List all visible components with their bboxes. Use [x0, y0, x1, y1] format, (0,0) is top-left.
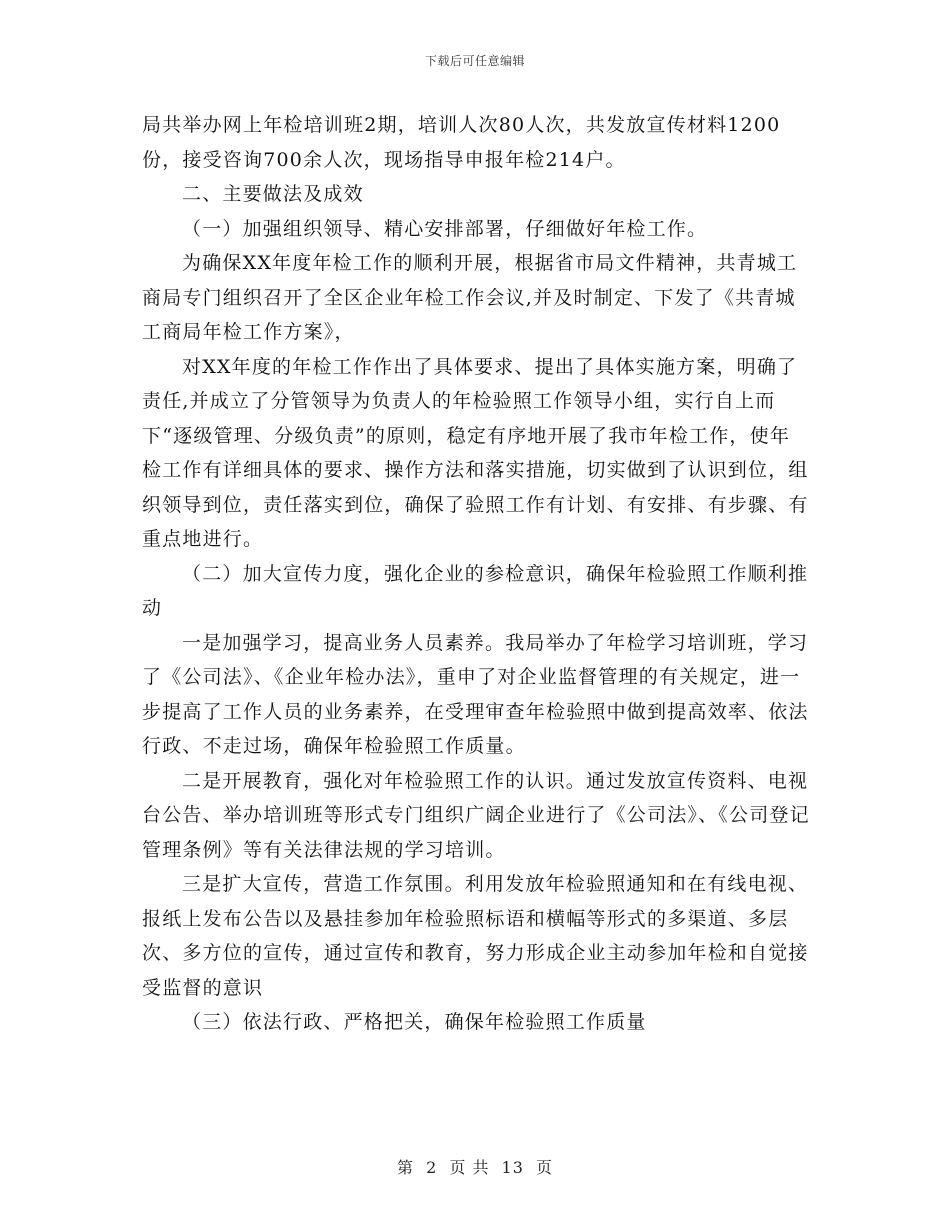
document-body: [142, 108, 810, 1040]
subheading-3: （三）依法行政、严格把关，确保年检验照工作质量: [182, 1011, 647, 1033]
total-page-count: 13: [501, 1158, 524, 1177]
paragraph-6: 三是扩大宣传，营造工作氛围。利用发放年检验照通知和在有线电视、报纸上发布公告以及悬挂参加年检验照标语和横幅等形式的多渠道、多层次、多方位的宣传，通过宣传和教育，努力形成企业主动参加年检和自觉接受监督的意识: [142, 873, 809, 999]
subheading-1: （一）加强组织领导、精心安排部署，仔细做好年检工作。: [182, 217, 708, 240]
footer-suffix: 页: [536, 1158, 554, 1177]
header-note: 下载后可任意编辑: [424, 54, 525, 68]
footer-prefix: 第: [396, 1158, 414, 1177]
current-page-number: 2: [426, 1158, 438, 1177]
paragraph-1: 局共举办网上年检培训班2期，培训人次80人次，共发放宣传材料1200份，接受咨询700余人次，现场指导申报年检214户。: [142, 114, 781, 171]
section-heading-2: 二、主要做法及成效: [182, 183, 364, 205]
paragraph-5: 二是开展教育，强化对年检验照工作的认识。通过发放宣传资料、电视台公告、举办培训班等形式专门组织广阔企业进行了《公司法》、《公司登记管理条例》等有关法律法规的学习培训。: [142, 769, 810, 861]
page-footer: [0, 1155, 950, 1178]
subheading-2: （二）加大宣传力度，强化企业的参检意识，确保年检验照工作顺利推动: [142, 562, 809, 619]
paragraph-2: 为确保XX年度年检工作的顺利开展，根据省市局文件精神，共青城工商局专门组织召开了全区企业年检工作会议,并及时制定、下发了《共青城工商局年检工作方案》，: [142, 252, 798, 343]
footer-middle: 页 共: [449, 1158, 490, 1177]
paragraph-4: 一是加强学习，提高业务人员素养。我局举办了年检学习培训班，学习了《公司法》、《企业年检办法》，重申了对企业监督管理的有关规定，进一步提高了工作人员的业务素养，在受理审查年检验照中做到提高效率、依法行政、不走过场，确保年检验照工作质量。: [142, 631, 809, 757]
paragraph-3: 对XX年度的年检工作作出了具体要求、提出了具体实施方案，明确了责任,并成立了分管领导为负责人的年检验照工作领导小组，实行自上而下“逐级管理、分级负责”的原则，稳定有序地开展了我市年检工作，使年检工作有详细具体的要求、操作方法和落实措施，切实做到了认识到位，组织领导到位，责任落实到位，确保了验照工作有计划、有安排、有步骤、有重点地进行。: [142, 355, 809, 550]
